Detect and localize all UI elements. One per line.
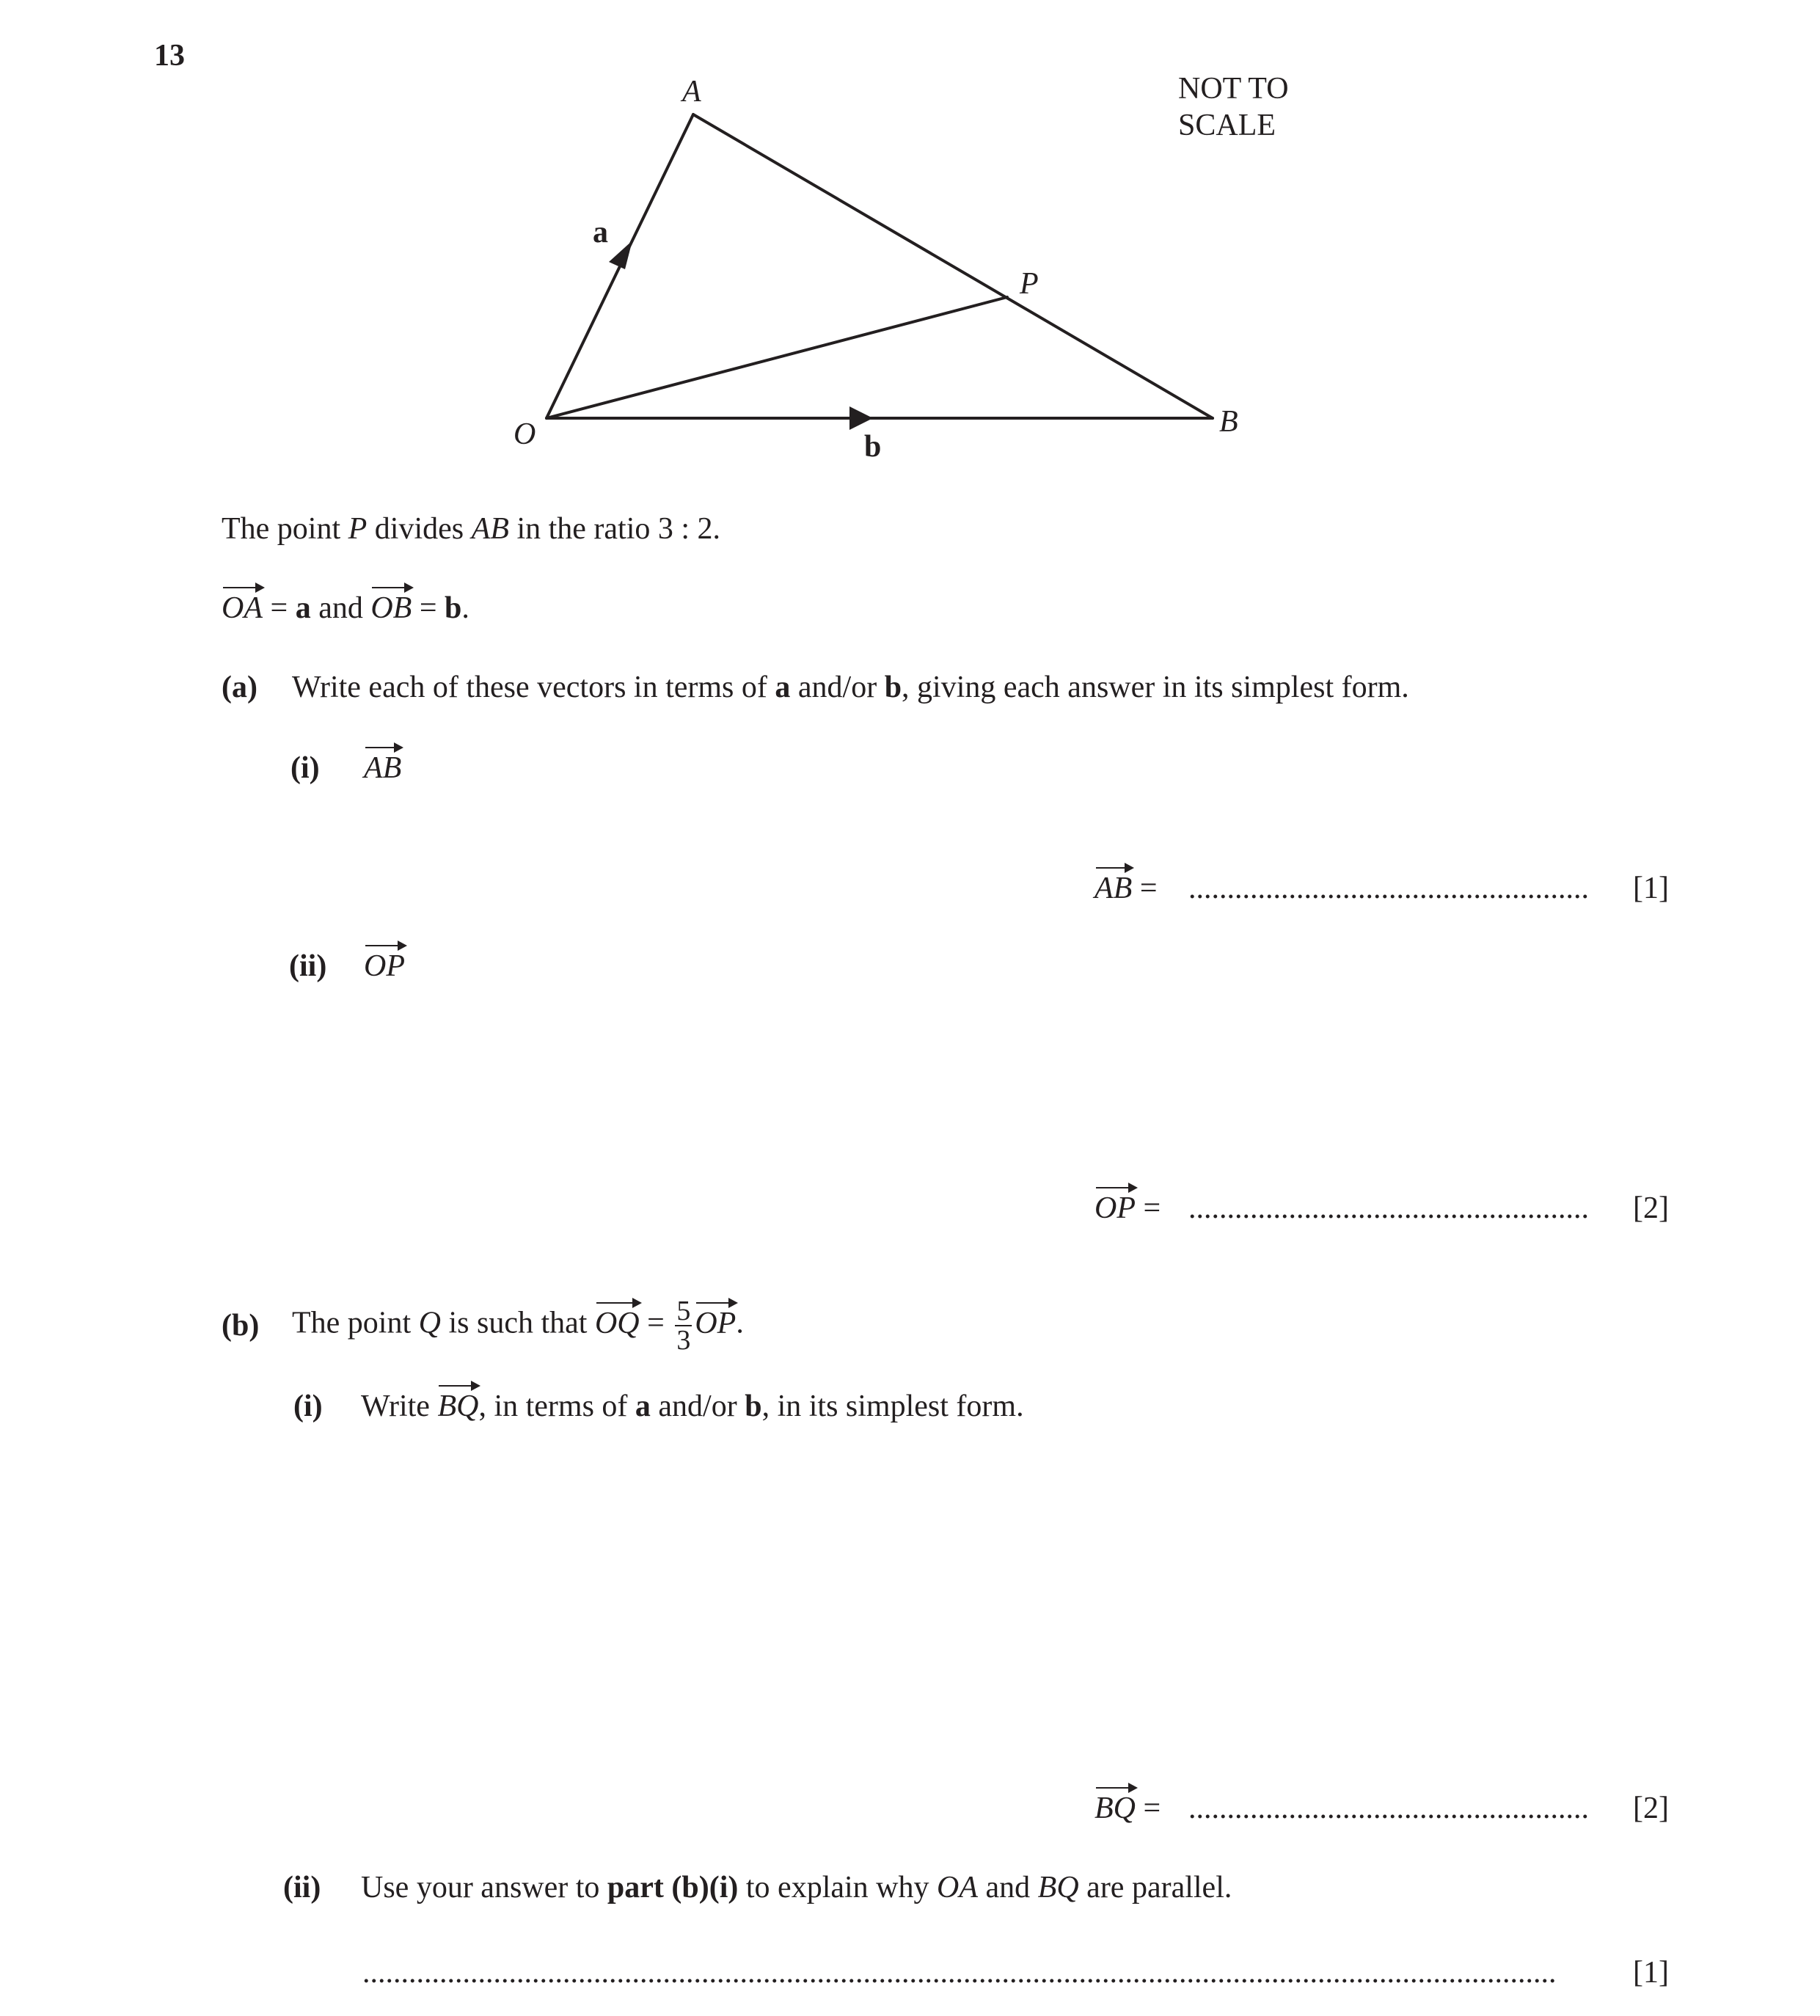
part-a-label: (a) (222, 671, 257, 704)
part-a-ii-label: (ii) (289, 949, 327, 983)
part-b-i-instruction: Write BQ, in terms of a and/or b, in its simplest form. (361, 1389, 1024, 1423)
answer-line-AB[interactable]: AB = (1094, 872, 1165, 905)
label-b: b (864, 430, 882, 464)
label-A: A (682, 75, 701, 109)
part-b-statement: The point Q is such that OQ = $\frac{5}{3}$ OP. (292, 1296, 744, 1356)
label-P: P (1020, 267, 1039, 301)
answer-dots-explanation[interactable]: ........................................................................................................................................................... (362, 1957, 1557, 1988)
ratio-statement: The point P divides AB in the ratio 3 : 2. (222, 512, 721, 546)
vector-OB: OB (370, 591, 412, 625)
part-a-i-vector: AB (364, 751, 402, 785)
part-b-i-label: (i) (293, 1389, 323, 1423)
part-a-i-label: (i) (290, 751, 320, 785)
answer-dots-OP[interactable]: .................................................... (1188, 1191, 1589, 1225)
marks-a-ii: [2] (1633, 1191, 1669, 1225)
marks-b-i: [2] (1633, 1792, 1669, 1825)
segment-OP (547, 297, 1007, 418)
part-a-ii-vector: OP (364, 949, 405, 983)
part-b-ii-label: (ii) (283, 1871, 321, 1904)
label-B: B (1219, 405, 1238, 439)
marks-a-i: [1] (1633, 872, 1669, 905)
label-a: a (593, 216, 608, 249)
arrow-a-icon (609, 241, 632, 269)
answer-dots-AB[interactable]: .................................................... (1188, 872, 1589, 905)
vector-OA: OA (222, 591, 263, 625)
arrow-b-icon (849, 406, 873, 430)
vector-definitions: OA = a and OB = b. (222, 591, 469, 625)
vector-triangle-diagram (0, 0, 1820, 514)
not-to-scale-note: NOT TO SCALE (1178, 72, 1289, 142)
answer-dots-BQ[interactable]: .................................................... (1188, 1792, 1589, 1825)
label-O: O (514, 417, 536, 451)
part-b-label: (b) (222, 1309, 260, 1343)
side-AB (693, 114, 1213, 418)
answer-line-OP[interactable]: OP = (1094, 1191, 1169, 1225)
question-number: 13 (154, 39, 185, 73)
part-a-instruction: Write each of these vectors in terms of a and/or b, giving each answer in its simplest form. (292, 671, 1409, 704)
answer-line-BQ[interactable]: BQ = (1094, 1792, 1169, 1825)
fraction-five-thirds: $\frac{5}{3}$ (676, 1296, 691, 1356)
part-b-ii-instruction: Use your answer to part (b)(i) to explain why OA and BQ are parallel. (361, 1871, 1232, 1904)
marks-b-ii: [1] (1633, 1956, 1669, 1990)
